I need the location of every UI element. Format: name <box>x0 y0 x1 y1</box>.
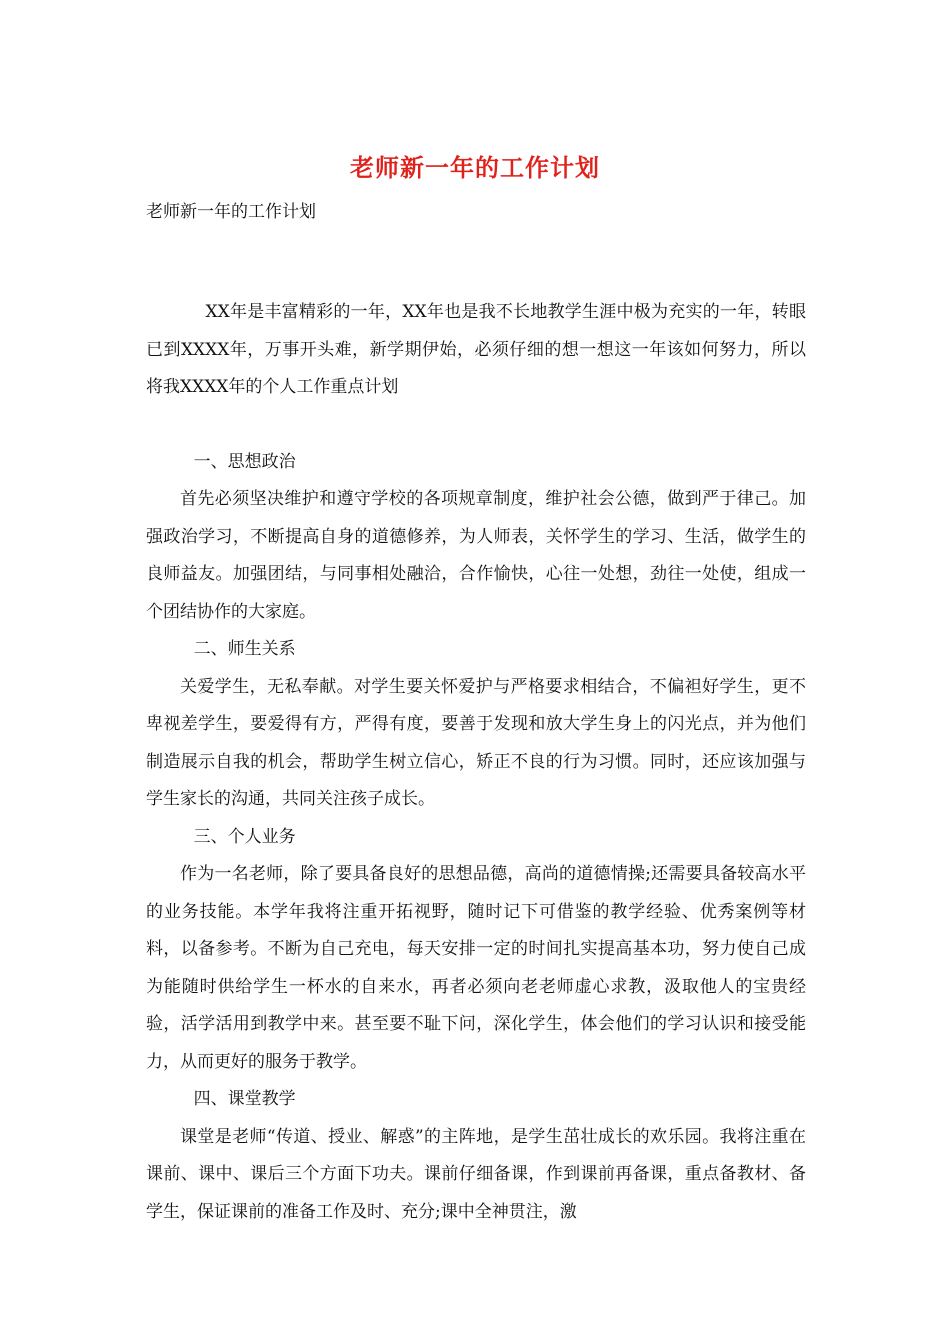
section-text-personal-skills: 作为一名老师，除了要具备良好的思想品德，高尚的道德情操;还需要具备较高水平的业务技能。本学年我将注重开拓视野，随时记下可借鉴的教学经验、优秀案例等材料，以备参考。不断为自己充电，每天安排一定的时间扎实提高基本功，努力使自己成为能随时供给学生一杯水的自来水，再者必须向老老师虚心求教，汲取他人的宝贵经验，活学活用到教学中来。甚至要不耻下问，深化学生，体会他们的学习认识和接受能力，从而更好的服务于教学。 <box>146 864 806 1072</box>
section-text-ideology: 首先必须坚决维护和遵守学校的各项规章制度，维护社会公德，做到严于律己。加强政治学习，不断提高自身的道德修养，为人师表，关怀学生的学习、生活，做学生的良师益友。加强团结，与同事相处融洽，合作愉快，心往一处想，劲往一处使，组成一个团结协作的大家庭。 <box>146 489 806 622</box>
document-subtitle: 老师新一年的工作计划 <box>146 202 316 222</box>
section-heading-classroom-teaching: 四、课堂教学 <box>193 1089 296 1109</box>
paragraph-spacer <box>146 407 806 444</box>
intro-paragraph: XX年是丰富精彩的一年，XX年也是我不长地教学生涯中极为充实的一年，转眼已到XXXX年，万事开头难，新学期伊始，必须仔细的想一想这一年该如何努力，所以将我XXXX年的个人工作重点计划 <box>146 302 806 397</box>
section-text-teacher-student: 关爱学生，无私奉献。对学生要关怀爱护与严格要求相结合，不偏袒好学生，更不卑视差学生，要爱得有方，严得有度，要善于发现和放大学生身上的闪光点，并为他们制造展示自我的机会，帮助学生树立信心，矫正不良的行为习惯。同时，还应该加强与学生家长的沟通，共同关注孩子成长。 <box>146 676 806 809</box>
section-heading-teacher-student: 二、师生关系 <box>193 639 296 659</box>
section-heading-personal-skills: 三、个人业务 <box>193 826 296 847</box>
document-title: 老师新一年的工作计划 <box>350 153 600 182</box>
document-body <box>146 294 806 1231</box>
section-text-classroom-teaching: 课堂是老师“传道、授业、解惑”的主阵地，是学生茁壮成长的欢乐园。我将注重在课前、课中、课后三个方面下功夫。课前仔细备课，作到课前再备课，重点备教材、备学生，保证课前的准备工作及时、充分;课中全神贯注，激 <box>146 1126 806 1222</box>
section-heading-ideology: 一、思想政治 <box>193 451 296 472</box>
